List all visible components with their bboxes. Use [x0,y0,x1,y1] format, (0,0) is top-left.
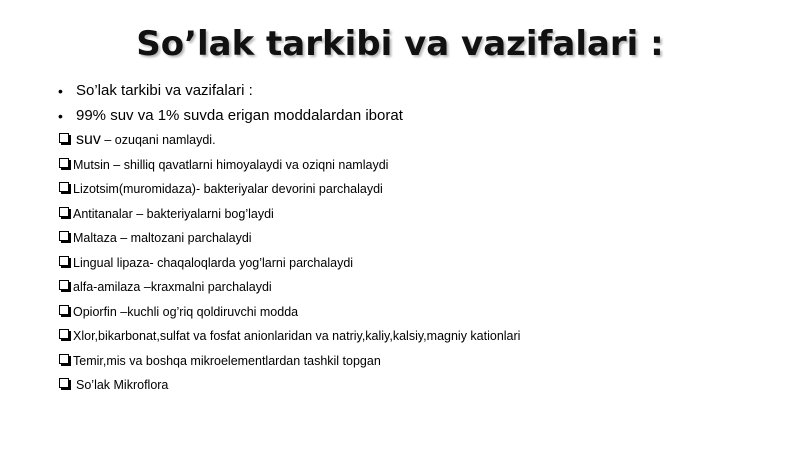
list-item-text: Antitanalar – bakteriyalarni bog’laydi [73,206,274,221]
square-bullet-icon [59,182,69,192]
bullet-text: So’lak tarkibi va vazifalari : [76,82,253,99]
square-bullet-icon [59,354,69,364]
list-item-text: Xlor,bikarbonat,sulfat va fosfat anionlaridan va natriy,kaliy,kalsiy,magniy kationlari [73,329,521,344]
list-item [58,251,778,276]
list-item [58,373,778,398]
list-item-text: – ozuqani namlaydi. [100,133,216,148]
list-item [58,202,778,227]
square-bullet-icon [59,305,69,315]
bullet-dot-icon: • [58,82,63,99]
bullet-dot-icon: • [58,107,63,124]
slide-title: So’lak tarkibi va vazifalari : [136,24,664,64]
square-bullet-icon [59,231,69,241]
square-bullet-icon [59,133,69,143]
list-item [58,300,778,325]
square-bullet-icon [59,329,69,339]
list-item [58,153,778,178]
square-bullet-icon [59,280,69,290]
list-item [58,275,778,300]
bullet-item [58,103,778,128]
bullet-text: 99% suv va 1% suvda erigan moddalardan iborat [76,107,403,124]
square-bullet-icon [59,158,69,168]
list-item-text: Opiorfin –kuchli og’riq qoldiruvchi modda [73,304,299,319]
square-bullet-icon [59,207,69,217]
list-item-text: alfa-amilaza –kraxmalni parchalaydi [73,280,272,295]
square-bullet-icon [59,256,69,266]
list-item [58,177,778,202]
slide-content [58,78,778,398]
list-item [58,226,778,251]
list-item [58,349,778,374]
list-item-keyword: suv [76,131,101,149]
list-item-text: Maltaza – maltozani parchalaydi [73,231,252,246]
list-item-text: So’lak Mikroflora [76,378,169,393]
list-item-text: Lizotsim(muromidaza)- bakteriyalar devorini parchalaydi [73,182,383,197]
list-item [58,324,778,349]
list-item-text: Temir,mis va boshqa mikroelementlardan tashkil topgan [73,353,381,368]
list-item-text: Lingual lipaza- chaqaloqlarda yog’larni parchalaydi [73,255,354,270]
square-bullet-icon [59,378,69,388]
bullet-item [58,78,778,103]
list-item-text: Mutsin – shilliq qavatlarni himoyalaydi va oziqni namlaydi [73,157,389,172]
list-item [58,128,778,153]
